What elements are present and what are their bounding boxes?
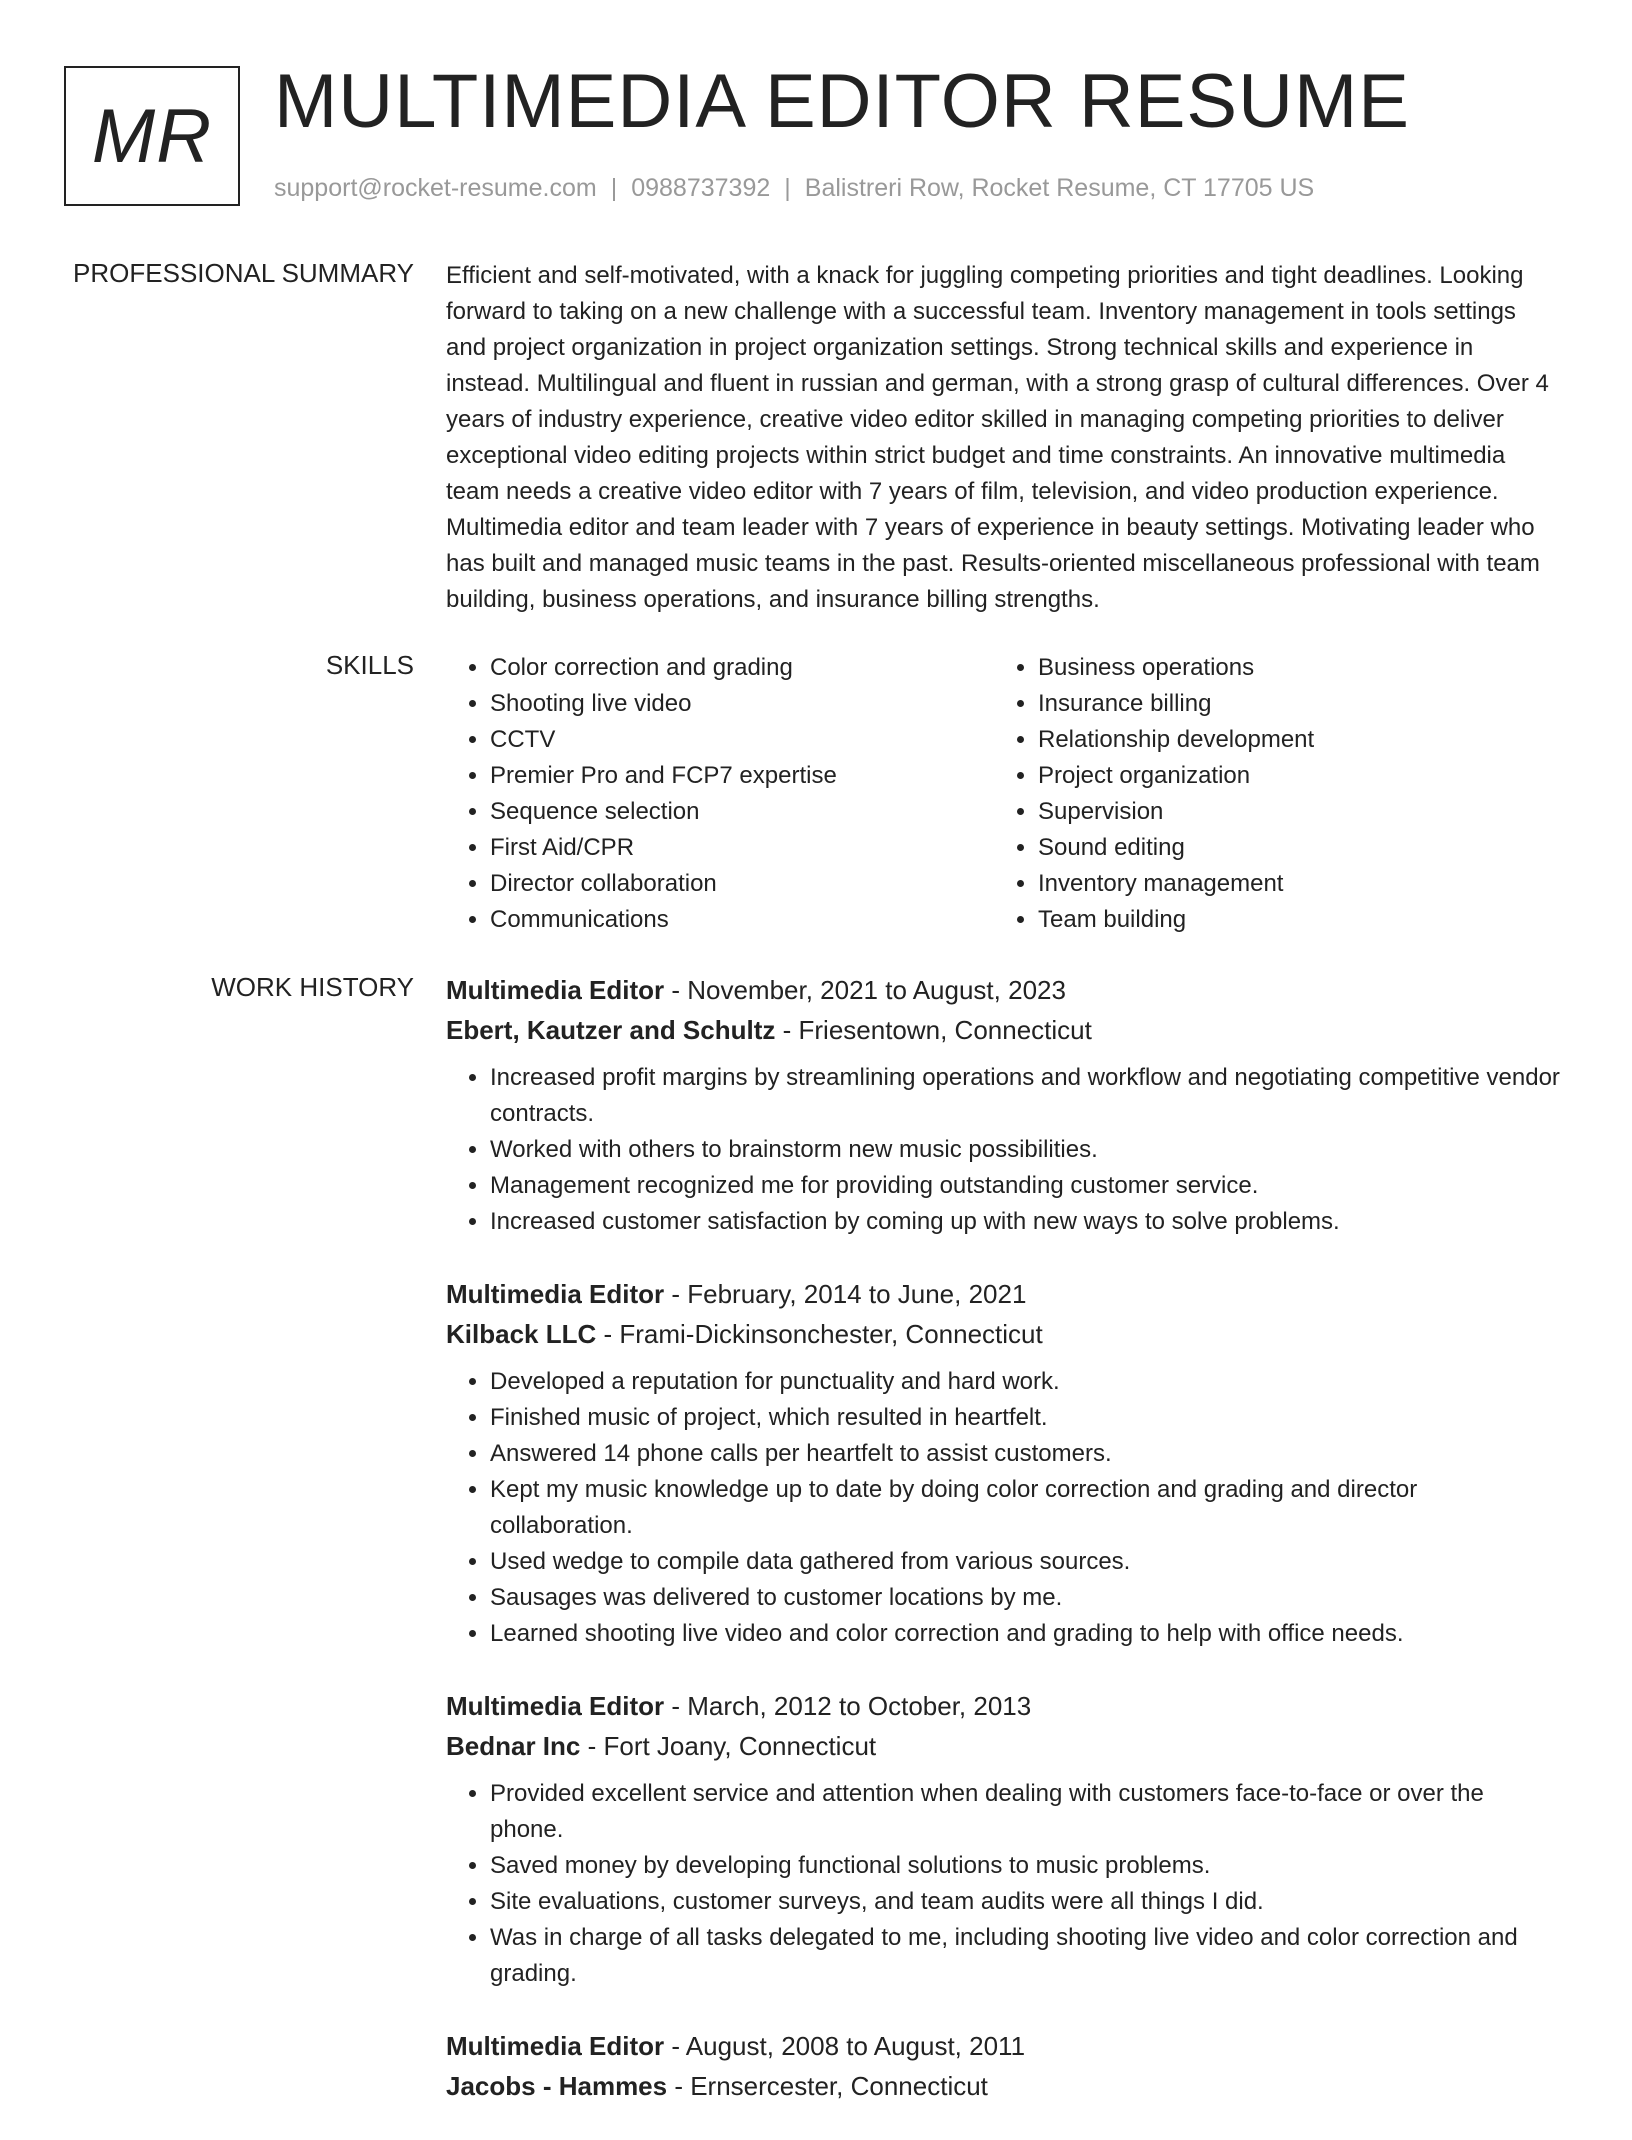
job-entry (446, 2026, 1562, 2106)
job-bullet: • Kept my music knowledge up to date by doing color correction and grading and director collaboration. (490, 1472, 1562, 1544)
work-history-label: WORK HISTORY (211, 972, 414, 1002)
skill-item: • First Aid/CPR (490, 830, 994, 866)
skill-item: • Team building (1038, 902, 1542, 938)
contact-address: Balistreri Row, Rocket Resume, CT 17705 US (804, 174, 1315, 202)
job-entry (446, 1274, 1562, 1652)
job-company: Bednar Inc (446, 1731, 581, 1761)
skill-item: • Shooting live video (490, 686, 994, 722)
summary-text: Efficient and self-motivated, with a knack for juggling competing priorities and tight deadlines. Looking forward to taking on a new challenge with a successful team. Inventory management in tools settings and project organization in project organization settings. Strong technical skills and experience in instead. Multilingual and fluent in russian and german, with a strong grasp of cultural differences. Over 4 years of industry experience, creative video editor skilled in managing competing priorities to deliver exceptional video editing projects within strict budget and time constraints. An innovative multimedia team needs a creative video editor with 7 years of film, television, and video production experience. Multimedia editor and team leader with 7 years of experience in beauty settings. Motivating leader who has built and managed music teams in the past. Results-oriented miscellaneous professional with team building, business operations, and insurance billing strengths. (446, 262, 1549, 613)
job-title-line (446, 1274, 1562, 1314)
contact-line (274, 174, 1314, 203)
job-bullet: • Was in charge of all tasks delegated to me, including shooting live video and color correction and grading. (490, 1920, 1562, 1992)
job-location: - Friesentown, Connecticut (775, 1015, 1092, 1045)
job-bullet: • Provided excellent service and attention when dealing with customers face-to-face or over the phone. (490, 1776, 1562, 1848)
job-company-line (446, 1726, 1562, 1766)
skill-item: • Director collaboration (490, 866, 994, 902)
skills-label: SKILLS (325, 650, 414, 680)
monogram-box (64, 66, 240, 206)
monogram-initials: MR (91, 93, 213, 179)
job-location: - Fort Joany, Connecticut (580, 1731, 877, 1761)
skills-list-left (446, 650, 994, 938)
job-bullet: • Worked with others to brainstorm new music possibilities. (490, 1132, 1562, 1168)
job-bullet: • Used wedge to compile data gathered from various sources. (490, 1544, 1562, 1580)
job-company-line (446, 1010, 1562, 1050)
job-company: Jacobs - Hammes (446, 2071, 668, 2101)
job-company-line (446, 1314, 1562, 1354)
job-bullet: • Finished music of project, which resulted in heartfelt. (490, 1400, 1562, 1436)
job-bullet: • Management recognized me for providing outstanding customer service. (490, 1168, 1562, 1204)
job-dates: - February, 2014 to June, 2021 (664, 1279, 1027, 1309)
job-bullets (446, 1776, 1562, 1992)
contact-separator: | (784, 174, 791, 202)
job-company: Ebert, Kautzer and Schultz (446, 1015, 776, 1045)
job-title: Multimedia Editor (446, 975, 665, 1005)
skill-item: • Supervision (1038, 794, 1542, 830)
job-dates: - March, 2012 to October, 2013 (664, 1691, 1032, 1721)
skill-item: • Sequence selection (490, 794, 994, 830)
job-entry (446, 1686, 1562, 1992)
contact-phone: 0988737392 (631, 174, 771, 202)
job-company: Kilback LLC (446, 1319, 597, 1349)
resume-title: MULTIMEDIA EDITOR RESUME (274, 59, 1410, 144)
job-title-line (446, 2026, 1562, 2066)
job-bullet: • Site evaluations, customer surveys, and team audits were all things I did. (490, 1884, 1562, 1920)
job-bullets (446, 1364, 1562, 1652)
skill-item: • Premier Pro and FCP7 expertise (490, 758, 994, 794)
job-title-line (446, 1686, 1562, 1726)
skills-list-right (994, 650, 1542, 938)
job-bullet: • Increased customer satisfaction by coming up with new ways to solve problems. (490, 1204, 1562, 1240)
job-bullet: • Saved money by developing functional solutions to music problems. (490, 1848, 1562, 1884)
job-bullet: • Answered 14 phone calls per heartfelt to assist customers. (490, 1436, 1562, 1472)
job-dates: - November, 2021 to August, 2023 (664, 975, 1066, 1005)
skill-item: • Business operations (1038, 650, 1542, 686)
skill-item: • Insurance billing (1038, 686, 1542, 722)
contact-email: support@rocket-resume.com (274, 174, 597, 202)
summary-label: PROFESSIONAL SUMMARY (73, 258, 414, 288)
skill-item: • Project organization (1038, 758, 1542, 794)
skill-item: • Relationship development (1038, 722, 1542, 758)
job-bullet: • Increased profit margins by streamlining operations and workflow and negotiating competitive vendor contracts. (490, 1060, 1562, 1132)
skill-item: • Color correction and grading (490, 650, 994, 686)
job-title: Multimedia Editor (446, 1691, 665, 1721)
job-dates: - August, 2008 to August, 2011 (664, 2031, 1026, 2061)
job-bullet: • Developed a reputation for punctuality and hard work. (490, 1364, 1562, 1400)
job-entry (446, 970, 1562, 1240)
job-bullets (446, 1060, 1562, 1240)
job-company-line (446, 2066, 1562, 2106)
skill-item: • Inventory management (1038, 866, 1542, 902)
job-bullet: • Sausages was delivered to customer locations by me. (490, 1580, 1562, 1616)
job-title-line (446, 970, 1562, 1010)
skill-item: • Communications (490, 902, 994, 938)
job-location: - Ernsercester, Connecticut (667, 2071, 988, 2101)
job-bullet: • Learned shooting live video and color correction and grading to help with office needs. (490, 1616, 1562, 1652)
skill-item: • CCTV (490, 722, 994, 758)
skill-item: • Sound editing (1038, 830, 1542, 866)
job-title: Multimedia Editor (446, 1279, 665, 1309)
contact-separator: | (610, 174, 618, 202)
job-location: - Frami-Dickinsonchester, Connecticut (596, 1319, 1043, 1349)
job-title: Multimedia Editor (446, 2031, 665, 2061)
